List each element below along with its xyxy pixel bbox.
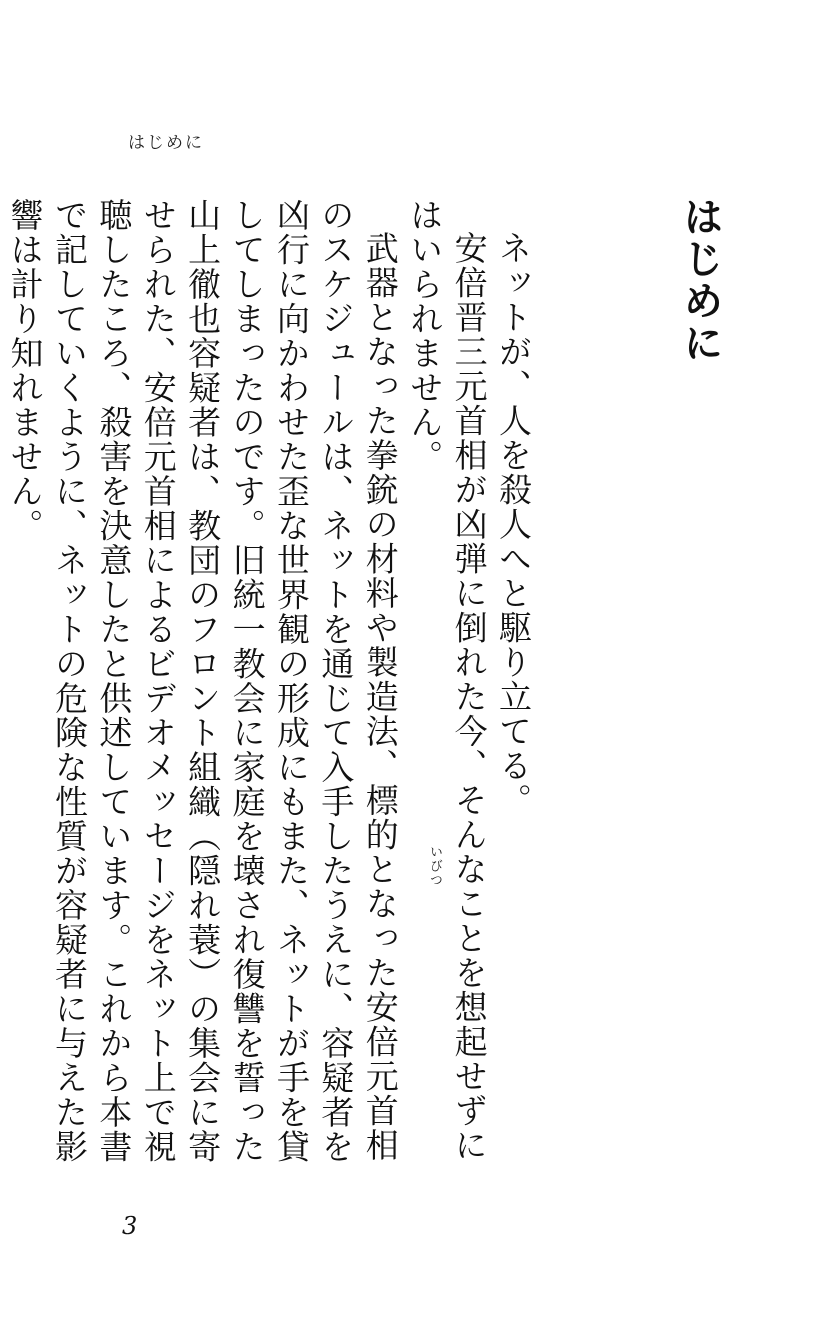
paragraph xyxy=(0,198,2,1183)
chapter-title: はじめに xyxy=(677,196,723,364)
paragraph: 武器となった拳銃の材料や製造法、標的となった安倍元首相のスケジュールは、ネットを通じて入手したうえに、容疑者を凶行に向かわせた歪な世界観の形成にもまた、ネットが手を貸してしまったのです。旧統一教会に家庭を壊され復讐を誓った山上徹也容疑者は、教団のフロント組織（隠れ蓑）の集会に寄せられた、安倍元首相によるビデオメッセージをネット上で視聴したころ、殺害を決意したと供述しています。これから本書で記していくように、ネットの危険な性質が容疑者に与えた影響は計り知れません。 xyxy=(5,198,400,1164)
page-number: 3 xyxy=(122,1212,138,1240)
paragraph: 安倍晋三元首相が凶弾に倒れた今、そんなことを想起せずにはいられません。 xyxy=(405,198,489,1163)
body-text xyxy=(5,198,535,1183)
running-head: はじめに xyxy=(128,133,204,153)
paragraph: ネットが、人を殺人へと駆り立てる。 xyxy=(494,231,533,818)
ruby-annotation: いびつ xyxy=(427,845,442,887)
